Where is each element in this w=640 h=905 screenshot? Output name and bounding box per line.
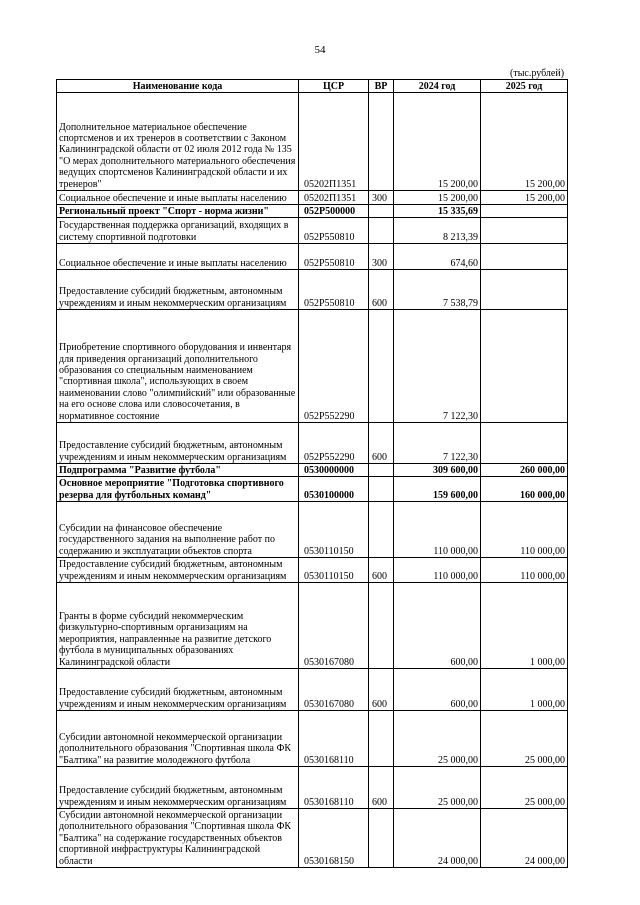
table-row — [57, 270, 568, 310]
row-vr: 600 — [369, 423, 394, 464]
row-2025 — [481, 205, 568, 218]
row-2024: 25 000,00 — [394, 711, 481, 767]
row-2024: 15 335,69 — [394, 205, 481, 218]
row-vr: 600 — [369, 767, 394, 809]
row-name: Подпрограмма "Развитие футбола" — [57, 464, 299, 477]
row-2025: 25 000,00 — [481, 767, 568, 809]
row-2024: 24 000,00 — [394, 809, 481, 868]
row-name: Региональный проект "Спорт - норма жизни" — [57, 205, 299, 218]
row-name: Гранты в форме субсидий некоммерческим физкультурно-спортивным организациям на мероприятия, направленные на развитие детского футбола в муниципальных образованиях Калининградской области — [57, 583, 299, 669]
row-name: Предоставление субсидий бюджетным, автономным учреждениям и иным некоммерческим организациям — [57, 669, 299, 711]
row-vr: 600 — [369, 558, 394, 583]
row-2025: 1 000,00 — [481, 669, 568, 711]
row-2025: 1 000,00 — [481, 583, 568, 669]
row-csr: 052P500000 — [299, 205, 369, 218]
row-name: Субсидии автономной некоммерческой организации дополнительного образования "Спортивная школа ФК "Балтика" на содержание государственных объектов спортивной инфраструктуры Калининградской области — [57, 809, 299, 868]
row-2025 — [481, 270, 568, 310]
row-csr: 052P552290 — [299, 310, 369, 423]
row-name: Основное мероприятие "Подготовка спортивного резерва для футбольных команд" — [57, 477, 299, 502]
row-2025 — [481, 310, 568, 423]
row-2025 — [481, 423, 568, 464]
row-2024: 110 000,00 — [394, 502, 481, 558]
row-csr: 052P552290 — [299, 423, 369, 464]
row-name: Субсидии автономной некоммерческой организации дополнительного образования "Спортивная школа ФК "Балтика" на развитие молодежного футбола — [57, 711, 299, 767]
row-name: Социальное обеспечение и иные выплаты населению — [57, 244, 299, 270]
row-csr: 05202П1351 — [299, 93, 369, 191]
header-vr: ВР — [369, 80, 394, 93]
row-csr: 052P550810 — [299, 270, 369, 310]
table-row — [57, 423, 568, 464]
table-row — [57, 244, 568, 270]
row-name: Дополнительное материальное обеспечение спортсменов и их тренеров в соответствии с Законом Калининградской области от 02 июля 2012 года № 135 "О мерах дополнительного материального обеспечения ведущих спортсменов Калининградской области и их тренеров" — [57, 93, 299, 191]
table-header-row — [57, 80, 568, 93]
row-csr: 052P550810 — [299, 218, 369, 244]
row-2024: 7 122,30 — [394, 423, 481, 464]
row-vr — [369, 218, 394, 244]
header-name: Наименование кода — [57, 80, 299, 93]
row-vr — [369, 809, 394, 868]
table-row — [57, 809, 568, 868]
table-row — [57, 502, 568, 558]
row-vr: 600 — [369, 669, 394, 711]
table-row — [57, 583, 568, 669]
row-name: Субсидии на финансовое обеспечение государственного задания на выполнение работ по содержанию и эксплуатации объектов спорта — [57, 502, 299, 558]
row-vr — [369, 583, 394, 669]
row-name: Государственная поддержка организаций, входящих в систему спортивной подготовки — [57, 218, 299, 244]
row-2024: 25 000,00 — [394, 767, 481, 809]
row-vr — [369, 93, 394, 191]
table-row — [57, 93, 568, 191]
row-2024: 7 538,79 — [394, 270, 481, 310]
row-2024: 600,00 — [394, 583, 481, 669]
row-2024: 7 122,30 — [394, 310, 481, 423]
header-csr: ЦСР — [299, 80, 369, 93]
table-row — [57, 205, 568, 218]
row-csr: 0530167080 — [299, 669, 369, 711]
row-2024: 110 000,00 — [394, 558, 481, 583]
row-2025 — [481, 244, 568, 270]
row-2024: 15 200,00 — [394, 93, 481, 191]
header-2024: 2024 год — [394, 80, 481, 93]
row-csr: 0530110150 — [299, 558, 369, 583]
row-2024: 600,00 — [394, 669, 481, 711]
row-2025 — [481, 218, 568, 244]
row-csr: 0530168110 — [299, 711, 369, 767]
row-name: Социальное обеспечение и иные выплаты населению — [57, 191, 299, 205]
table-row — [57, 711, 568, 767]
row-2025: 110 000,00 — [481, 502, 568, 558]
table-row — [57, 191, 568, 205]
row-name: Предоставление субсидий бюджетным, автономным учреждениям и иным некоммерческим организациям — [57, 558, 299, 583]
row-csr: 0530168110 — [299, 767, 369, 809]
row-csr: 0530000000 — [299, 464, 369, 477]
row-vr — [369, 477, 394, 502]
row-name: Предоставление субсидий бюджетным, автономным учреждениям и иным некоммерческим организациям — [57, 767, 299, 809]
row-vr — [369, 464, 394, 477]
row-vr — [369, 502, 394, 558]
row-2024: 8 213,39 — [394, 218, 481, 244]
row-2025: 110 000,00 — [481, 558, 568, 583]
row-name: Приобретение спортивного оборудования и инвентаря для приведения организаций дополнительного образования со специальным наименованием "спортивная школа", использующих в своем наименовании слово "олимпийский" или образованные на его основе слова или словосочетания, в нормативное состояние — [57, 310, 299, 423]
row-vr — [369, 310, 394, 423]
page-number: 54 — [314, 44, 326, 56]
row-vr — [369, 711, 394, 767]
table-row — [57, 310, 568, 423]
row-2025: 15 200,00 — [481, 191, 568, 205]
table-row — [57, 767, 568, 809]
row-csr: 0530168150 — [299, 809, 369, 868]
budget-table — [56, 79, 568, 868]
row-csr: 052P550810 — [299, 244, 369, 270]
row-csr: 05202П1351 — [299, 191, 369, 205]
row-2024: 159 600,00 — [394, 477, 481, 502]
table-row — [57, 669, 568, 711]
row-2024: 674,60 — [394, 244, 481, 270]
row-2025: 24 000,00 — [481, 809, 568, 868]
table-row — [57, 464, 568, 477]
row-vr: 300 — [369, 191, 394, 205]
row-2024: 309 600,00 — [394, 464, 481, 477]
header-2025: 2025 год — [481, 80, 568, 93]
row-2025: 25 000,00 — [481, 711, 568, 767]
row-csr: 0530110150 — [299, 502, 369, 558]
table-body — [57, 93, 568, 868]
row-vr: 300 — [369, 244, 394, 270]
row-name: Предоставление субсидий бюджетным, автономным учреждениям и иным некоммерческим организациям — [57, 270, 299, 310]
row-name: Предоставление субсидий бюджетным, автономным учреждениям и иным некоммерческим организациям — [57, 423, 299, 464]
row-csr: 0530167080 — [299, 583, 369, 669]
row-2025: 160 000,00 — [481, 477, 568, 502]
units-label: (тыс.рублей) — [510, 68, 565, 79]
table-row — [57, 218, 568, 244]
table-row — [57, 477, 568, 502]
row-vr: 600 — [369, 270, 394, 310]
row-2025: 15 200,00 — [481, 93, 568, 191]
table-row — [57, 558, 568, 583]
row-2025: 260 000,00 — [481, 464, 568, 477]
row-vr — [369, 205, 394, 218]
row-2024: 15 200,00 — [394, 191, 481, 205]
row-csr: 0530100000 — [299, 477, 369, 502]
